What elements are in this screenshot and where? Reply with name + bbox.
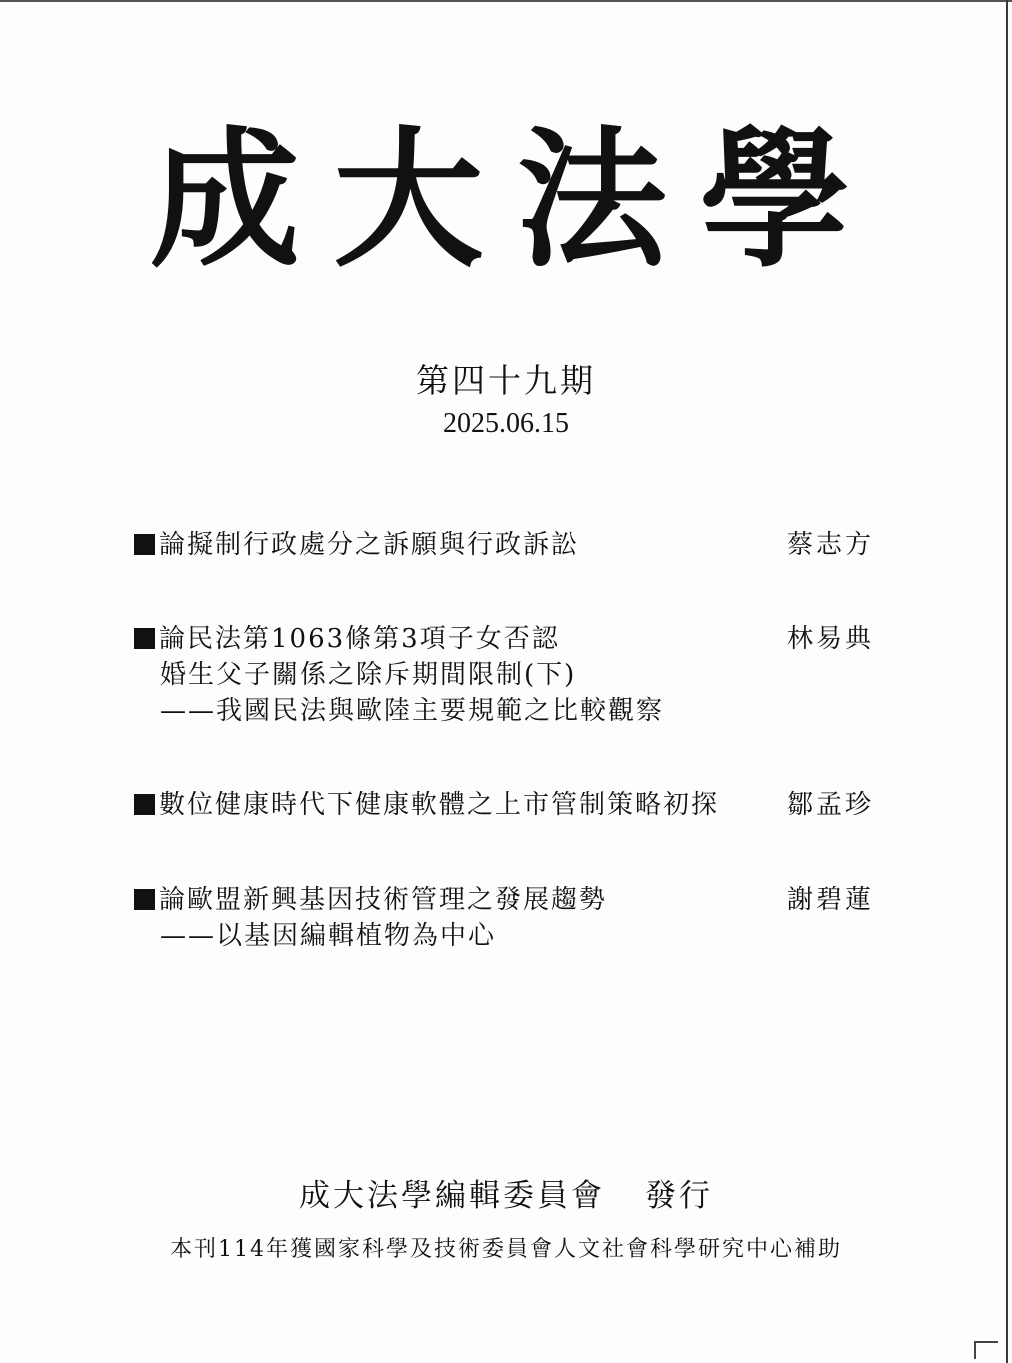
publisher-line [0, 1170, 1012, 1215]
title-char: 法 [516, 112, 667, 288]
article-author: 林易典 [786, 624, 874, 654]
article-subtitle-line: ——以基因編輯植物為中心 [160, 921, 497, 951]
title-char: 大 [333, 112, 484, 288]
funding-note: 本刊114年獲國家科學及技術委員會人文社會科學研究中心補助 [170, 1237, 842, 1262]
article-title-line: 數位健康時代下健康軟體之上市管制策略初探 [134, 787, 874, 823]
article-subtitle-line: ——我國民法與歐陸主要規範之比較觀察 [160, 696, 665, 726]
article-author: 謝碧蓮 [786, 885, 874, 915]
scan-corner-mark [974, 1341, 998, 1359]
publisher-name: 成大法學編輯委員會 [299, 1178, 605, 1214]
publisher-action: 發行 [645, 1178, 713, 1214]
article-entry [134, 621, 874, 729]
article-title-line: 論民法第1063條第3項子女否認 [134, 621, 874, 657]
issue-date: 2025.06.15 [443, 408, 569, 439]
article-author: 蔡志方 [786, 530, 874, 560]
article-author: 鄒孟珍 [786, 790, 874, 820]
article-title-line: 婚生父子關係之除斥期間限制(下) [160, 660, 577, 690]
article-title-line: 論擬制行政處分之訴願與行政訴訟 [134, 527, 874, 563]
article-entry [134, 882, 874, 954]
scan-edge-right [1006, 0, 1008, 1363]
square-bullet-icon [134, 534, 155, 555]
issue-number: 第四十九期 [416, 361, 596, 400]
article-entry [134, 527, 874, 563]
title-char: 學 [699, 112, 850, 288]
square-bullet-icon [134, 628, 155, 649]
title-char: 成 [150, 112, 301, 288]
article-entry [134, 787, 874, 823]
square-bullet-icon [134, 889, 155, 910]
scan-edge-top [0, 0, 1012, 2]
journal-title [150, 105, 850, 295]
article-title-line: 論歐盟新興基因技術管理之發展趨勢 [134, 882, 874, 918]
square-bullet-icon [134, 794, 155, 815]
